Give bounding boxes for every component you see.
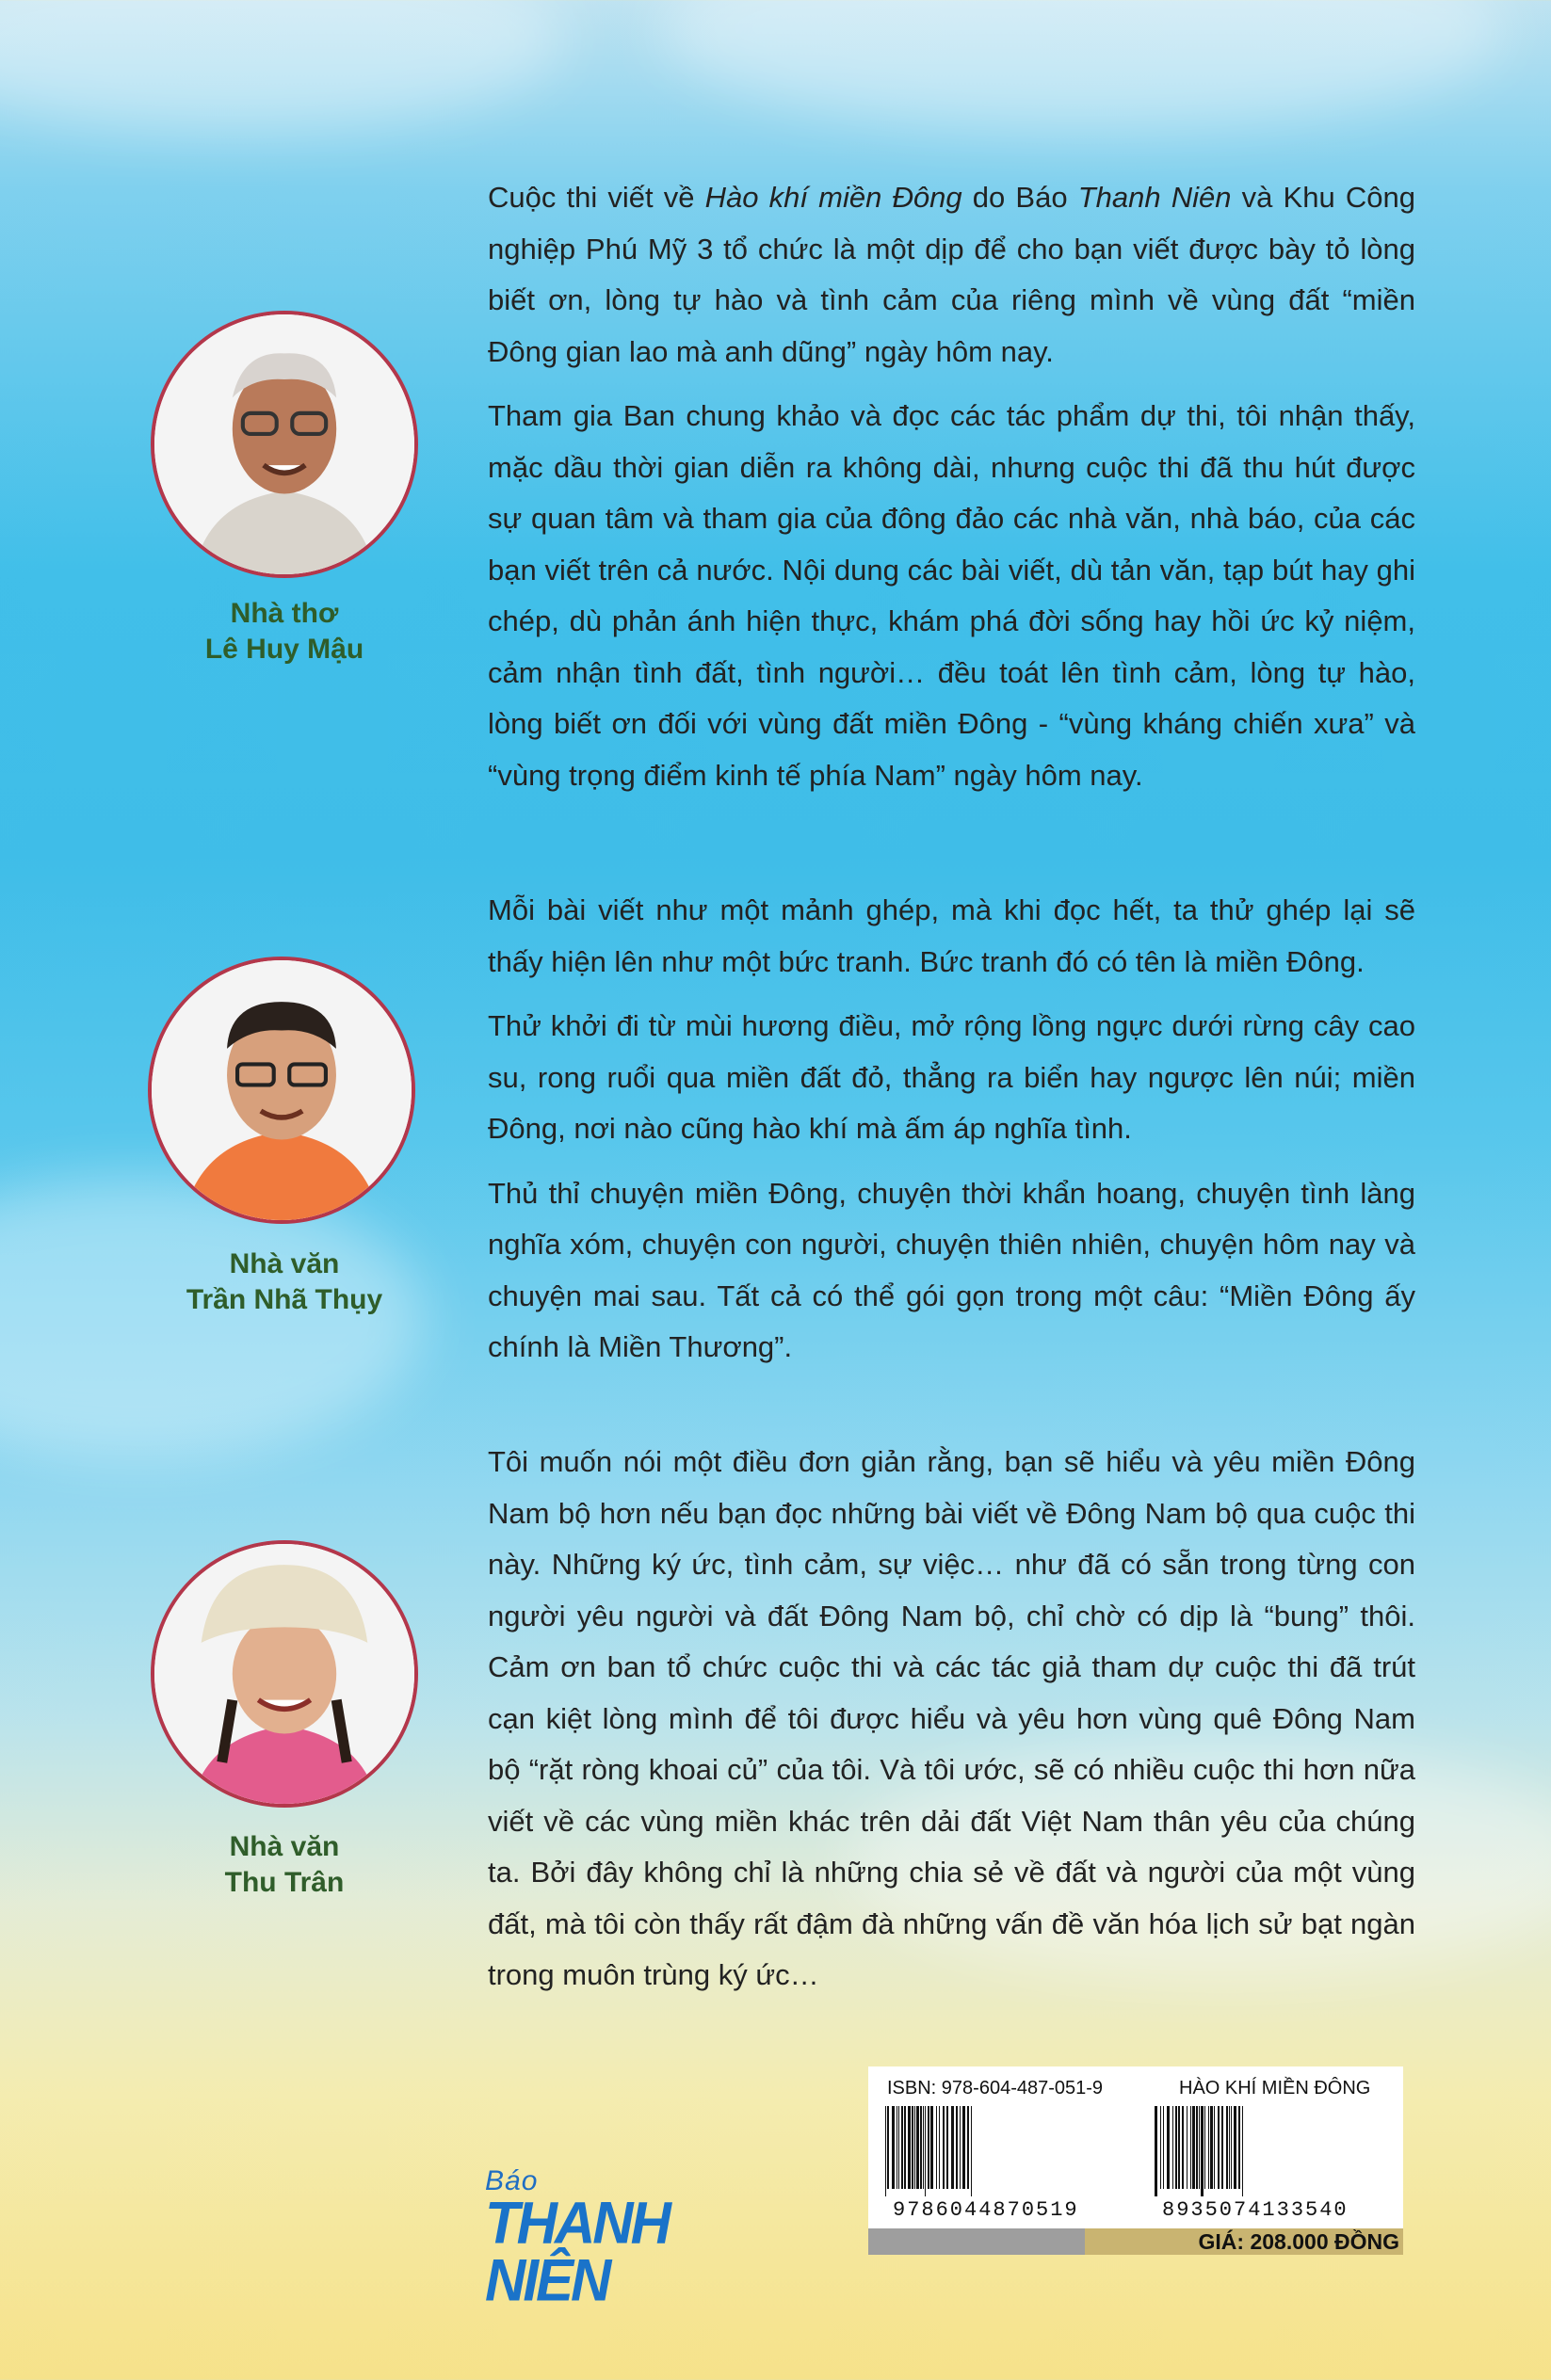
author-name	[143, 596, 426, 667]
barcode-bar	[1229, 2106, 1230, 2189]
barcode-bar	[1238, 2106, 1240, 2189]
barcode-bar	[962, 2106, 965, 2189]
barcode-bar	[885, 2106, 886, 2196]
barcode-bar	[1214, 2106, 1215, 2189]
product-number: 8935074133540	[1162, 2198, 1349, 2222]
publisher-logo	[485, 2165, 767, 2314]
barcode-bar	[1196, 2106, 1198, 2189]
barcode-bar	[1167, 2106, 1170, 2189]
barcode-bar	[923, 2106, 924, 2189]
barcode-bar	[1231, 2106, 1232, 2189]
cloud-decoration	[659, 0, 1507, 132]
barcode-bar	[908, 2106, 911, 2189]
author-photo	[151, 311, 418, 578]
price-label: GIÁ: 208.000 ĐỒNG	[1085, 2228, 1403, 2255]
barcode-bar	[904, 2106, 906, 2189]
barcode-bar	[1163, 2106, 1164, 2189]
paragraph: Tham gia Ban chung khảo và đọc các tác phẩm dự thi, tôi nhận thấy, mặc dầu thời gian diễn ra không dài, nhưng cuộc thi đã thu hút được sự quan tâm và tham gia của đông đảo các nhà văn, nhà báo, của các bạn viết trên cả nước. Nội dung các bài viết, dù tản văn, tạp bút hay ghi chép, dù phản ánh hiện thực, khám phá đời sống hay hồi ức kỷ niệm, cảm nhận tình đất, tình người… đều toát lên tình cảm, lòng tự hào, lòng biết ơn đối với vùng đất miền Đông - “vùng kháng chiến xưa” và “vùng trọng điểm kinh tế phía Nam” ngày hôm nay.	[488, 399, 1415, 792]
barcode-bar	[887, 2106, 889, 2189]
barcode-title-label: HÀO KHÍ MIỀN ĐÔNG	[1179, 2078, 1371, 2099]
barcode-bar	[916, 2106, 919, 2189]
barcode-bar	[967, 2106, 969, 2189]
paragraph: Mỗi bài viết như một mảnh ghép, mà khi đọc hết, ta thử ghép lại sẽ thấy hiện lên như một bức tranh. Bức tranh đó có tên là miền Đông.	[488, 893, 1415, 978]
paragraph: Thử khởi đi từ mùi hương điều, mở rộng lồng ngực dưới rừng cây cao su, rong ruổi qua miền đất đỏ, thẳng ra biển hay ngược lên núi; miền Đông, nơi nào cũng hào khí mà ấm áp nghĩa tình.	[488, 1009, 1415, 1145]
barcode-bar	[1160, 2106, 1161, 2189]
barcode-bar	[925, 2106, 926, 2196]
paragraph: Cuộc thi viết về Hào khí miền Đông do Báo Thanh Niên và Khu Công nghiệp Phú Mỹ 3 tổ chức là một dịp để cho bạn viết được bày tỏ lòng biết ơn, lòng tự hào và tình cảm của riêng mình về vùng đất “miền Đông gian lao mà anh dũng” ngày hôm nay.	[488, 181, 1415, 368]
isbn-label: ISBN: 978-604-487-051-9	[887, 2078, 1104, 2099]
barcode-bar	[1192, 2106, 1195, 2189]
quote-text	[488, 172, 1415, 814]
barcode-bar	[951, 2106, 954, 2189]
barcode-bar	[1226, 2106, 1228, 2189]
barcode-bar	[1218, 2106, 1220, 2189]
barcode-bar	[936, 2106, 937, 2189]
barcode-footer-bar	[868, 2228, 1085, 2255]
barcode-bar	[1234, 2106, 1236, 2189]
barcode-bar	[1210, 2106, 1213, 2189]
person-portrait-icon	[154, 314, 414, 574]
barcode-bar	[943, 2106, 945, 2189]
cloud-decoration	[0, 1177, 424, 1459]
barcode-bar	[1199, 2106, 1200, 2189]
barcode-box	[868, 2066, 1403, 2255]
barcode-bar	[914, 2106, 915, 2189]
barcode-bar	[928, 2106, 929, 2189]
publisher-logo-small: Báo	[485, 2165, 539, 2196]
product-barcode	[1151, 2106, 1386, 2196]
barcode-bar	[971, 2106, 972, 2196]
quote-text	[488, 1437, 1415, 2015]
isbn-barcode	[881, 2106, 1117, 2196]
author-fullname: Lê Huy Mậu	[204, 634, 364, 665]
barcode-bar	[1155, 2106, 1157, 2196]
barcode-bar	[1204, 2106, 1205, 2189]
author-title: Nhà văn	[229, 1831, 340, 1862]
barcode-bar	[1242, 2106, 1243, 2196]
publisher-logo-big: THANH NIÊN	[485, 2189, 669, 2314]
paragraph: Tôi muốn nói một điều đơn giản rằng, bạn sẽ hiểu và yêu miền Đông Nam bộ hơn nếu bạn đọc những bài viết về Đông Nam bộ qua cuộc thi này. Những ký ức, tình cảm, sự việc… như đã có sẵn trong từng con người yêu người và đất Đông Nam bộ, chỉ chờ có dịp là “bung” thôi. Cảm ơn ban tổ chức cuộc thi và các tác giả tham dự cuộc thi đã trút cạn kiệt lòng mình để tôi được hiểu và yêu hơn vùng quê Đông Nam bộ “rặt ròng khoai củ” của tôi. Và tôi ước, sẽ có nhiều cuộc thi hơn nữa viết về các vùng miền khác trên dải đất Việt Nam thân yêu của chúng ta. Bởi đây không chỉ là những chia sẻ về đất và người của một vùng đất, mà tôi còn thấy rất đậm đà những vấn đề văn hóa lịch sử bạt ngàn trong muôn trùng ký ức…	[488, 1445, 1415, 1991]
cloud-decoration	[0, 0, 565, 132]
quote-text	[488, 885, 1415, 1387]
author-title: Nhà thơ	[230, 598, 339, 629]
author-fullname: Thu Trân	[224, 1867, 345, 1898]
barcode-bar	[901, 2106, 903, 2189]
barcode-bar	[1201, 2106, 1204, 2196]
barcode-bar	[960, 2106, 961, 2189]
barcode-bar	[939, 2106, 940, 2189]
paragraph: Thủ thỉ chuyện miền Đông, chuyện thời khẩn hoang, chuyện tình làng nghĩa xóm, chuyện con người, chuyện thiên nhiên, chuyện hôm nay và chuyện mai sau. Tất cả có thể gói gọn trong một câu: “Miền Đông ấy chính là Miền Thương”.	[488, 1176, 1415, 1363]
author-name	[143, 1829, 426, 1901]
barcode-bar	[920, 2106, 922, 2189]
barcode-bar	[1178, 2106, 1180, 2189]
barcode-bar	[946, 2106, 948, 2189]
barcode-bar	[898, 2106, 899, 2189]
barcode-bar	[930, 2106, 933, 2189]
barcode-bar	[956, 2106, 958, 2189]
barcode-bar	[1221, 2106, 1223, 2189]
barcode-bar	[1182, 2106, 1184, 2189]
author-photo	[151, 1540, 418, 1808]
barcode-bar	[892, 2106, 895, 2189]
author-title: Nhà văn	[229, 1248, 340, 1279]
barcode-bar	[1190, 2106, 1191, 2189]
author-photo	[148, 957, 415, 1224]
person-portrait-icon	[152, 960, 412, 1220]
barcode-bar	[1208, 2106, 1209, 2189]
author-fullname: Trần Nhã Thụy	[186, 1284, 383, 1315]
isbn-number: 9786044870519	[893, 2198, 1079, 2222]
barcode-bar	[912, 2106, 913, 2189]
author-name	[143, 1246, 426, 1318]
barcode-bar	[1172, 2106, 1173, 2189]
barcode-bar	[1175, 2106, 1177, 2189]
person-portrait-icon	[154, 1544, 414, 1804]
